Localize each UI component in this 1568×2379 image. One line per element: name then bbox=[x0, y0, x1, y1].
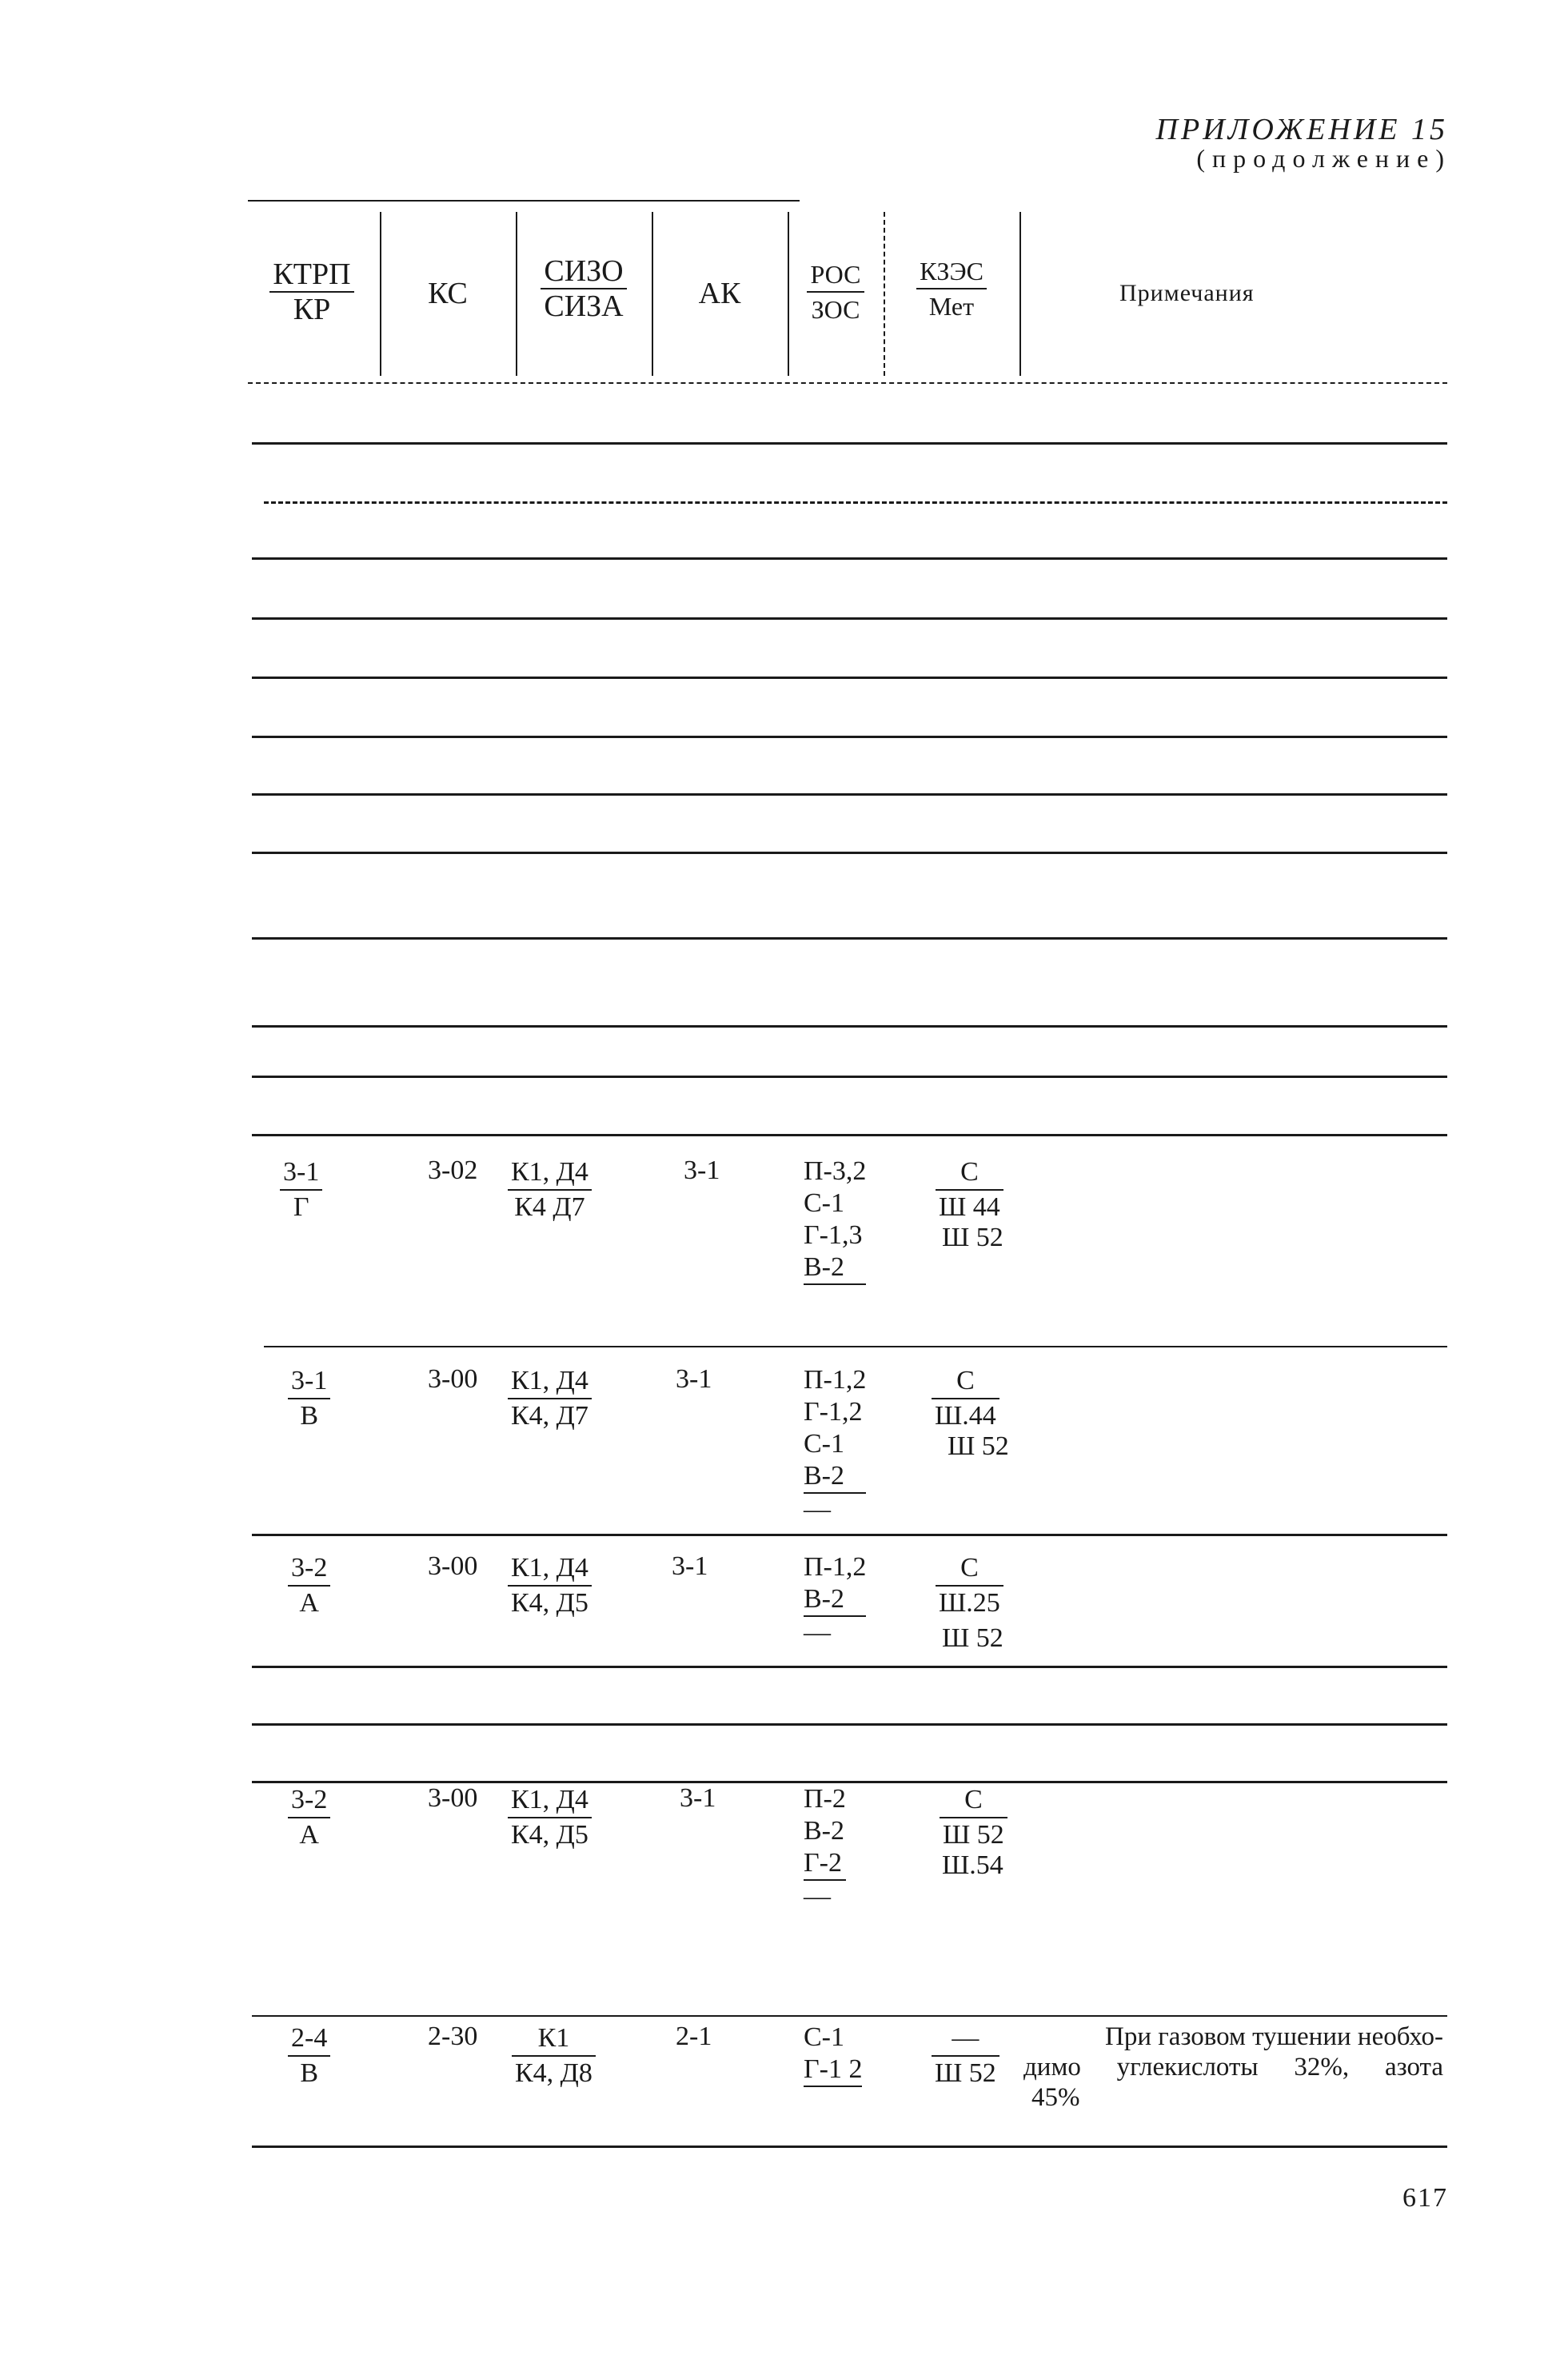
row-ktrp-bottom: А bbox=[299, 1820, 319, 1850]
row-sizo-top: К1, Д4 bbox=[508, 1156, 592, 1191]
blank-rule-4 bbox=[252, 617, 1447, 620]
row-ros: П-3,2 С-1 Г-1,3 В-2 bbox=[804, 1156, 866, 1285]
blank-rule-2 bbox=[264, 501, 1447, 504]
header-ak: АК bbox=[698, 277, 741, 310]
row-sizo-bottom: К4, Д7 bbox=[511, 1401, 588, 1431]
col-sep-5 bbox=[884, 212, 885, 376]
row-sizo-top: К1 bbox=[512, 2022, 596, 2057]
row-note: При газовом тушении необхо- димо углекислоты 32%, азота 45% bbox=[1023, 2022, 1443, 2112]
row-divider-5 bbox=[252, 2015, 1447, 2017]
blank-rule-12 bbox=[252, 1134, 1447, 1136]
header-ktrp-bottom: КР bbox=[293, 293, 331, 326]
col-sep-2 bbox=[516, 212, 517, 376]
row-ks: 2-30 bbox=[428, 2022, 478, 2051]
header-ros bbox=[788, 257, 884, 326]
row-ak: 3-1 bbox=[680, 1783, 716, 1813]
row-kzes-bottom: Ш 44 bbox=[939, 1192, 1000, 1222]
table-header-bottom-rule bbox=[248, 382, 1447, 384]
row-ktrp-bottom: В bbox=[300, 2058, 318, 2088]
row-ak: 2-1 bbox=[676, 2022, 712, 2051]
header-kzes bbox=[888, 254, 1015, 323]
page-number: 617 bbox=[1402, 2183, 1448, 2213]
row-kzes-top: С bbox=[936, 1551, 1003, 1587]
blank-rule-8 bbox=[252, 852, 1447, 854]
blank-rule-10 bbox=[252, 1025, 1447, 1028]
table-row bbox=[248, 1551, 1447, 1663]
blank-rule-7 bbox=[252, 793, 1447, 796]
row-ak: 3-1 bbox=[676, 1364, 712, 1394]
col-sep-1 bbox=[380, 212, 381, 376]
header-ktrp-top: КТРП bbox=[269, 257, 353, 293]
row-kzes-bottom: Ш 52 bbox=[943, 1820, 1004, 1850]
header-ktrp bbox=[248, 257, 376, 327]
row-divider-2 bbox=[252, 1534, 1447, 1536]
row-kzes-extra: Ш 52 bbox=[942, 1623, 1003, 1653]
row-kzes-bottom: Ш.44 bbox=[935, 1401, 996, 1431]
blank-rule-13 bbox=[252, 1723, 1447, 1726]
row-sizo-bottom: К4 Д7 bbox=[514, 1192, 585, 1222]
row-ros: С-1 Г-1 2 bbox=[804, 2022, 862, 2087]
row-divider-3 bbox=[252, 1666, 1447, 1668]
row-ros: П-2 В-2 Г-2 — bbox=[804, 1784, 846, 1911]
header-kzes-bottom: Мет bbox=[928, 292, 975, 321]
row-kzes-extra: Ш 52 bbox=[948, 1431, 1009, 1461]
appendix-title: ПРИЛОЖЕНИЕ 15 bbox=[1155, 113, 1448, 146]
table-row bbox=[248, 1364, 1447, 1524]
col-sep-3 bbox=[652, 212, 653, 376]
row-ks: 3-00 bbox=[428, 1364, 478, 1394]
row-ros: П-1,2 Г-1,2 С-1 В-2 — bbox=[804, 1365, 867, 1524]
row-sizo-top: К1, Д4 bbox=[508, 1551, 592, 1587]
row-ak: 3-1 bbox=[684, 1156, 720, 1185]
header-ros-top: РОС bbox=[807, 257, 864, 293]
row-ktrp-top: 3-1 bbox=[280, 1156, 322, 1191]
row-kzes-top: — bbox=[932, 2022, 999, 2057]
table-row bbox=[248, 1156, 1447, 1339]
row-sizo-bottom: К4, Д5 bbox=[511, 1820, 588, 1850]
header-ks: КС bbox=[428, 277, 468, 310]
row-ktrp-top: 2-4 bbox=[288, 2022, 330, 2057]
row-ktrp-top: 3-2 bbox=[288, 1783, 330, 1818]
row-kzes-extra: Ш.54 bbox=[942, 1850, 1003, 1880]
blank-rule-11 bbox=[252, 1076, 1447, 1078]
row-ros: П-1,2 В-2 — bbox=[804, 1552, 867, 1647]
row-ktrp-bottom: А bbox=[299, 1588, 319, 1618]
table-row bbox=[248, 2022, 1447, 2126]
row-ktrp-bottom: Г bbox=[293, 1192, 309, 1222]
header-notes: Примечания bbox=[1119, 280, 1255, 306]
row-sizo-bottom: К4, Д8 bbox=[515, 2058, 592, 2088]
blank-rule-1 bbox=[252, 442, 1447, 445]
table-top-rule bbox=[248, 200, 800, 202]
header-sizo bbox=[520, 254, 648, 324]
header-sizo-top: СИЗО bbox=[541, 254, 626, 289]
row-ktrp-bottom: В bbox=[300, 1401, 318, 1431]
table-bottom-rule bbox=[252, 2145, 1447, 2148]
col-sep-6 bbox=[1019, 212, 1021, 376]
blank-rule-9 bbox=[252, 937, 1447, 940]
row-ak: 3-1 bbox=[672, 1551, 708, 1581]
row-ks: 3-00 bbox=[428, 1551, 478, 1581]
row-kzes-top: С bbox=[940, 1783, 1007, 1818]
row-ks: 3-02 bbox=[428, 1156, 478, 1185]
row-kzes-bottom: Ш.25 bbox=[939, 1588, 1000, 1618]
appendix-subtitle: (продолжение) bbox=[1196, 144, 1451, 173]
row-kzes-extra: Ш 52 bbox=[942, 1223, 1003, 1252]
blank-rule-5 bbox=[252, 677, 1447, 679]
blank-rule-6 bbox=[252, 736, 1447, 738]
row-sizo-top: К1, Д4 bbox=[508, 1783, 592, 1818]
row-ktrp-top: 3-2 bbox=[288, 1551, 330, 1587]
row-kzes-top: С bbox=[936, 1156, 1003, 1191]
row-sizo-top: К1, Д4 bbox=[508, 1364, 592, 1399]
blank-rule-3 bbox=[252, 557, 1447, 560]
header-kzes-top: КЗЭС bbox=[916, 254, 987, 289]
header-sizo-bottom: СИЗА bbox=[544, 289, 624, 323]
row-divider-1 bbox=[264, 1346, 1447, 1347]
header-ros-bottom: ЗОС bbox=[811, 295, 860, 324]
row-ks: 3-00 bbox=[428, 1783, 478, 1813]
row-ktrp-top: 3-1 bbox=[288, 1364, 330, 1399]
row-kzes-top: С bbox=[932, 1364, 999, 1399]
row-kzes-bottom: Ш 52 bbox=[935, 2058, 996, 2088]
row-sizo-bottom: К4, Д5 bbox=[511, 1588, 588, 1618]
table-row bbox=[248, 1783, 1447, 1919]
